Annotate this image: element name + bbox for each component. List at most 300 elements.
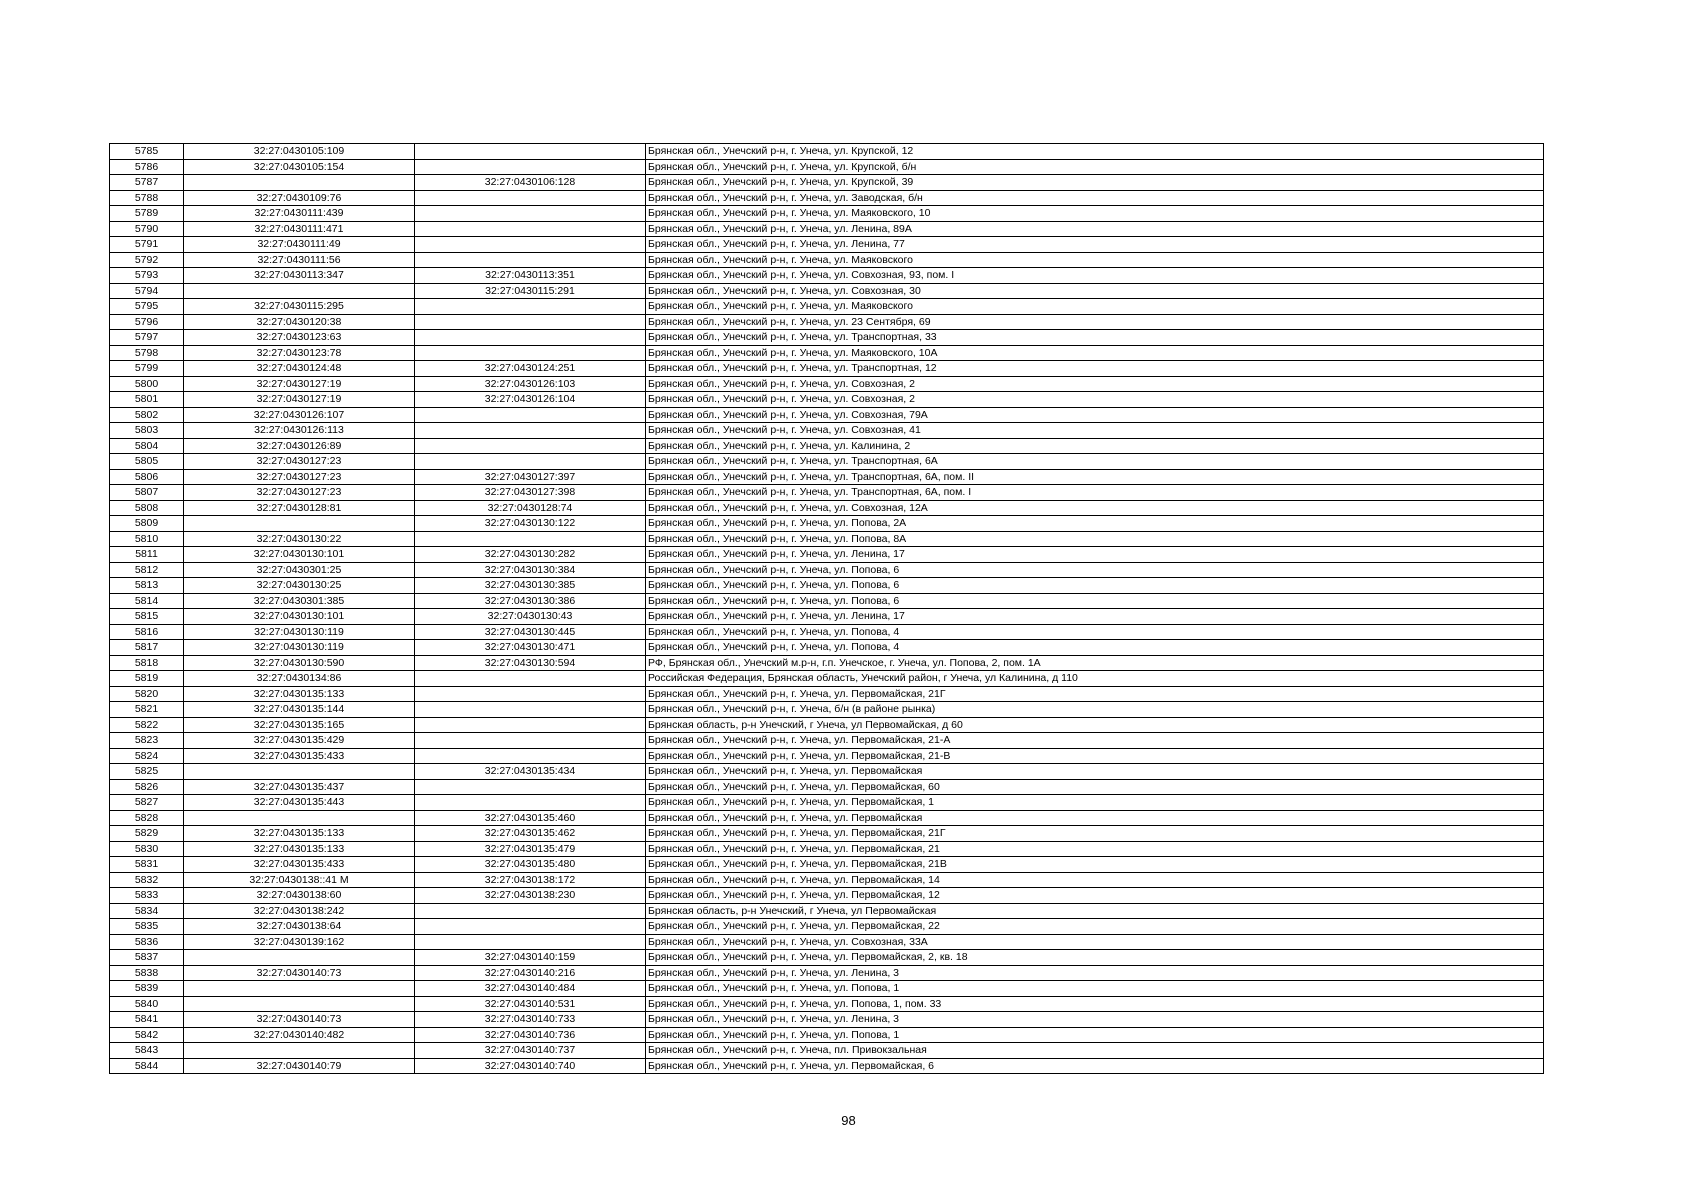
row-number-cell: 5806 — [110, 469, 184, 485]
land-cadastral-number-cell: 32:27:0430126:107 — [184, 407, 415, 423]
row-number-cell: 5821 — [110, 702, 184, 718]
land-cadastral-number-cell: 32:27:0430123:78 — [184, 345, 415, 361]
address-cell: Брянская обл., Унечский р-н, г. Унеча, ул. Попова, 6 — [646, 578, 1544, 594]
row-number-cell: 5787 — [110, 175, 184, 191]
building-cadastral-number-cell: 32:27:0430113:351 — [415, 268, 646, 284]
table-row — [110, 996, 1544, 1012]
table-row — [110, 345, 1544, 361]
address-cell: Брянская обл., Унечский р-н, г. Унеча, ул. Крупской, б/н — [646, 159, 1544, 175]
table-row — [110, 578, 1544, 594]
table-row — [110, 748, 1544, 764]
table-row — [110, 206, 1544, 222]
address-cell: Брянская обл., Унечский р-н, г. Унеча, ул. Первомайская, 2, кв. 18 — [646, 950, 1544, 966]
land-cadastral-number-cell: 32:27:0430113:347 — [184, 268, 415, 284]
building-cadastral-number-cell: 32:27:0430135:479 — [415, 841, 646, 857]
address-cell: Брянская обл., Унечский р-н, г. Унеча, ул. Первомайская, 21В — [646, 857, 1544, 873]
address-cell: Брянская обл., Унечский р-н, г. Унеча, ул. Калинина, 2 — [646, 438, 1544, 454]
land-cadastral-number-cell: 32:27:0430111:471 — [184, 221, 415, 237]
land-cadastral-number-cell: 32:27:0430126:113 — [184, 423, 415, 439]
table-row — [110, 934, 1544, 950]
building-cadastral-number-cell — [415, 237, 646, 253]
building-cadastral-number-cell: 32:27:0430130:594 — [415, 655, 646, 671]
table-row — [110, 469, 1544, 485]
address-cell: Брянская обл., Унечский р-н, г. Унеча, ул. Первомайская, 21-А — [646, 733, 1544, 749]
table-row — [110, 593, 1544, 609]
building-cadastral-number-cell: 32:27:0430128:74 — [415, 500, 646, 516]
address-cell: Брянская обл., Унечский р-н, г. Унеча, ул. Ленина, 77 — [646, 237, 1544, 253]
address-cell: Брянская обл., Унечский р-н, г. Унеча, ул. Маяковского, 10 — [646, 206, 1544, 222]
building-cadastral-number-cell — [415, 206, 646, 222]
row-number-cell: 5844 — [110, 1058, 184, 1074]
row-number-cell: 5819 — [110, 671, 184, 687]
row-number-cell: 5815 — [110, 609, 184, 625]
building-cadastral-number-cell: 32:27:0430127:398 — [415, 485, 646, 501]
address-cell: Брянская обл., Унечский р-н, г. Унеча, ул. Маяковского, 10А — [646, 345, 1544, 361]
table-row — [110, 981, 1544, 997]
table-row — [110, 888, 1544, 904]
building-cadastral-number-cell — [415, 702, 646, 718]
land-cadastral-number-cell: 32:27:0430109:76 — [184, 190, 415, 206]
land-cadastral-number-cell: 32:27:0430135:165 — [184, 717, 415, 733]
building-cadastral-number-cell — [415, 423, 646, 439]
table-row — [110, 872, 1544, 888]
land-cadastral-number-cell: 32:27:0430123:63 — [184, 330, 415, 346]
address-cell: Российская Федерация, Брянская область, Унечский район, г Унеча, ул Калинина, д 110 — [646, 671, 1544, 687]
address-cell: Брянская обл., Унечский р-н, г. Унеча, ул. Попова, 4 — [646, 640, 1544, 656]
table-row — [110, 965, 1544, 981]
building-cadastral-number-cell — [415, 144, 646, 160]
row-number-cell: 5808 — [110, 500, 184, 516]
address-cell: Брянская обл., Унечский р-н, г. Унеча, ул. Первомайская, 6 — [646, 1058, 1544, 1074]
land-cadastral-number-cell: 32:27:0430127:23 — [184, 485, 415, 501]
row-number-cell: 5805 — [110, 454, 184, 470]
row-number-cell: 5804 — [110, 438, 184, 454]
land-cadastral-number-cell — [184, 996, 415, 1012]
row-number-cell: 5840 — [110, 996, 184, 1012]
land-cadastral-number-cell: 32:27:0430111:439 — [184, 206, 415, 222]
address-cell: Брянская обл., Унечский р-н, г. Унеча, ул. Транспортная, 6А, пом. II — [646, 469, 1544, 485]
address-cell: Брянская обл., Унечский р-н, г. Унеча, ул. Крупской, 12 — [646, 144, 1544, 160]
land-cadastral-number-cell — [184, 283, 415, 299]
address-cell: Брянская область, р-н Унечский, г Унеча, ул Первомайская — [646, 903, 1544, 919]
registry-body — [110, 144, 1544, 1074]
address-cell: Брянская обл., Унечский р-н, г. Унеча, ул. Совхозная, 41 — [646, 423, 1544, 439]
table-row — [110, 609, 1544, 625]
land-cadastral-number-cell: 32:27:0430135:133 — [184, 686, 415, 702]
address-cell: Брянская обл., Унечский р-н, г. Унеча, ул. 23 Сентября, 69 — [646, 314, 1544, 330]
table-row — [110, 1027, 1544, 1043]
building-cadastral-number-cell: 32:27:0430135:480 — [415, 857, 646, 873]
address-cell: Брянская обл., Унечский р-н, г. Унеча, ул. Первомайская, 60 — [646, 779, 1544, 795]
land-cadastral-number-cell: 32:27:0430105:109 — [184, 144, 415, 160]
land-cadastral-number-cell: 32:27:0430130:119 — [184, 624, 415, 640]
address-cell: Брянская обл., Унечский р-н, г. Унеча, ул. Попова, 8А — [646, 531, 1544, 547]
table-row — [110, 655, 1544, 671]
page-number: 98 — [841, 1113, 856, 1128]
land-cadastral-number-cell: 32:27:0430135:429 — [184, 733, 415, 749]
address-cell: Брянская обл., Унечский р-н, г. Унеча, ул. Ленина, 89А — [646, 221, 1544, 237]
table-row — [110, 1012, 1544, 1028]
address-cell: Брянская обл., Унечский р-н, г. Унеча, ул. Попова, 2А — [646, 516, 1544, 532]
land-cadastral-number-cell: 32:27:0430120:38 — [184, 314, 415, 330]
land-cadastral-number-cell: 32:27:0430127:23 — [184, 454, 415, 470]
land-cadastral-number-cell: 32:27:0430139:162 — [184, 934, 415, 950]
land-cadastral-number-cell: 32:27:0430135:133 — [184, 826, 415, 842]
land-cadastral-number-cell: 32:27:0430135:433 — [184, 748, 415, 764]
address-cell: Брянская обл., Унечский р-н, г. Унеча, пл. Привокзальная — [646, 1043, 1544, 1059]
address-cell: Брянская обл., Унечский р-н, г. Унеча, ул. Первомайская, 21Г — [646, 826, 1544, 842]
table-row — [110, 299, 1544, 315]
table-row — [110, 376, 1544, 392]
row-number-cell: 5838 — [110, 965, 184, 981]
table-row — [110, 159, 1544, 175]
row-number-cell: 5786 — [110, 159, 184, 175]
address-cell: Брянская обл., Унечский р-н, г. Унеча, ул. Ленина, 3 — [646, 1012, 1544, 1028]
row-number-cell: 5790 — [110, 221, 184, 237]
row-number-cell: 5796 — [110, 314, 184, 330]
building-cadastral-number-cell — [415, 299, 646, 315]
building-cadastral-number-cell — [415, 252, 646, 268]
row-number-cell: 5816 — [110, 624, 184, 640]
row-number-cell: 5813 — [110, 578, 184, 594]
table-row — [110, 485, 1544, 501]
building-cadastral-number-cell — [415, 733, 646, 749]
building-cadastral-number-cell: 32:27:0430135:434 — [415, 764, 646, 780]
address-cell: Брянская обл., Унечский р-н, г. Унеча, ул. Первомайская, 21-В — [646, 748, 1544, 764]
land-cadastral-number-cell: 32:27:0430111:49 — [184, 237, 415, 253]
table-row — [110, 392, 1544, 408]
table-row — [110, 252, 1544, 268]
table-row — [110, 903, 1544, 919]
row-number-cell: 5829 — [110, 826, 184, 842]
land-cadastral-number-cell: 32:27:0430130:101 — [184, 609, 415, 625]
address-cell: Брянская обл., Унечский р-н, г. Унеча, ул. Совхозная, 33А — [646, 934, 1544, 950]
row-number-cell: 5801 — [110, 392, 184, 408]
land-cadastral-number-cell — [184, 516, 415, 532]
row-number-cell: 5803 — [110, 423, 184, 439]
building-cadastral-number-cell: 32:27:0430130:386 — [415, 593, 646, 609]
row-number-cell: 5825 — [110, 764, 184, 780]
land-cadastral-number-cell — [184, 950, 415, 966]
address-cell: Брянская обл., Унечский р-н, г. Унеча, ул. Ленина, 17 — [646, 547, 1544, 563]
building-cadastral-number-cell: 32:27:0430130:471 — [415, 640, 646, 656]
land-cadastral-number-cell: 32:27:0430130:590 — [184, 655, 415, 671]
table-row — [110, 624, 1544, 640]
address-cell: Брянская обл., Унечский р-н, г. Унеча, ул. Транспортная, 6А — [646, 454, 1544, 470]
land-cadastral-number-cell: 32:27:0430127:19 — [184, 392, 415, 408]
building-cadastral-number-cell — [415, 748, 646, 764]
building-cadastral-number-cell: 32:27:0430124:251 — [415, 361, 646, 377]
land-cadastral-number-cell — [184, 981, 415, 997]
land-cadastral-number-cell: 32:27:0430301:385 — [184, 593, 415, 609]
row-number-cell: 5836 — [110, 934, 184, 950]
building-cadastral-number-cell: 32:27:0430115:291 — [415, 283, 646, 299]
land-cadastral-number-cell: 32:27:0430140:482 — [184, 1027, 415, 1043]
building-cadastral-number-cell: 32:27:0430140:159 — [415, 950, 646, 966]
address-cell: РФ, Брянская обл., Унечский м.р-н, г.п. Унечское, г. Унеча, ул. Попова, 2, пом. 1А — [646, 655, 1544, 671]
table-row — [110, 361, 1544, 377]
land-cadastral-number-cell: 32:27:0430135:144 — [184, 702, 415, 718]
building-cadastral-number-cell: 32:27:0430127:397 — [415, 469, 646, 485]
table-row — [110, 795, 1544, 811]
address-cell: Брянская обл., Унечский р-н, г. Унеча, ул. Крупской, 39 — [646, 175, 1544, 191]
building-cadastral-number-cell: 32:27:0430126:103 — [415, 376, 646, 392]
address-cell: Брянская обл., Унечский р-н, г. Унеча, ул. Совхозная, 79А — [646, 407, 1544, 423]
row-number-cell: 5810 — [110, 531, 184, 547]
building-cadastral-number-cell — [415, 671, 646, 687]
row-number-cell: 5809 — [110, 516, 184, 532]
land-cadastral-number-cell: 32:27:0430130:25 — [184, 578, 415, 594]
row-number-cell: 5800 — [110, 376, 184, 392]
row-number-cell: 5818 — [110, 655, 184, 671]
address-cell: Брянская обл., Унечский р-н, г. Унеча, ул. Маяковского — [646, 252, 1544, 268]
row-number-cell: 5822 — [110, 717, 184, 733]
table-row — [110, 190, 1544, 206]
table-row — [110, 330, 1544, 346]
land-cadastral-number-cell: 32:27:0430138:242 — [184, 903, 415, 919]
land-cadastral-number-cell: 32:27:0430140:73 — [184, 965, 415, 981]
land-cadastral-number-cell: 32:27:0430130:119 — [184, 640, 415, 656]
address-cell: Брянская обл., Унечский р-н, г. Унеча, ул. Заводская, б/н — [646, 190, 1544, 206]
address-cell: Брянская обл., Унечский р-н, г. Унеча, ул. Первомайская, 1 — [646, 795, 1544, 811]
address-cell: Брянская обл., Унечский р-н, г. Унеча, ул. Попова, 1 — [646, 981, 1544, 997]
building-cadastral-number-cell: 32:27:0430140:737 — [415, 1043, 646, 1059]
land-cadastral-number-cell: 32:27:0430105:154 — [184, 159, 415, 175]
land-cadastral-number-cell: 32:27:0430115:295 — [184, 299, 415, 315]
building-cadastral-number-cell: 32:27:0430130:43 — [415, 609, 646, 625]
address-cell: Брянская обл., Унечский р-н, г. Унеча, ул. Попова, 4 — [646, 624, 1544, 640]
table-row — [110, 314, 1544, 330]
land-cadastral-number-cell — [184, 175, 415, 191]
table-row — [110, 221, 1544, 237]
address-cell: Брянская обл., Унечский р-н, г. Унеча, ул. Первомайская, 22 — [646, 919, 1544, 935]
table-row — [110, 857, 1544, 873]
building-cadastral-number-cell — [415, 438, 646, 454]
address-cell: Брянская обл., Унечский р-н, г. Унеча, ул. Совхозная, 2 — [646, 392, 1544, 408]
land-cadastral-number-cell: 32:27:0430135:433 — [184, 857, 415, 873]
land-cadastral-number-cell: 32:27:0430138:60 — [184, 888, 415, 904]
land-cadastral-number-cell — [184, 810, 415, 826]
building-cadastral-number-cell — [415, 190, 646, 206]
land-cadastral-number-cell: 32:27:0430134:86 — [184, 671, 415, 687]
row-number-cell: 5830 — [110, 841, 184, 857]
building-cadastral-number-cell: 32:27:0430140:740 — [415, 1058, 646, 1074]
address-cell: Брянская обл., Унечский р-н, г. Унеча, ул. Первомайская — [646, 764, 1544, 780]
address-cell: Брянская обл., Унечский р-н, г. Унеча, ул. Попова, 1 — [646, 1027, 1544, 1043]
row-number-cell: 5807 — [110, 485, 184, 501]
address-cell: Брянская обл., Унечский р-н, г. Унеча, ул. Совхозная, 93, пом. I — [646, 268, 1544, 284]
land-cadastral-number-cell: 32:27:0430130:22 — [184, 531, 415, 547]
table-row — [110, 423, 1544, 439]
table-row — [110, 531, 1544, 547]
table-row — [110, 283, 1544, 299]
table-row — [110, 717, 1544, 733]
table-row — [110, 826, 1544, 842]
building-cadastral-number-cell — [415, 221, 646, 237]
table-row — [110, 702, 1544, 718]
land-cadastral-number-cell: 32:27:0430127:23 — [184, 469, 415, 485]
address-cell: Брянская обл., Унечский р-н, г. Унеча, ул. Совхозная, 12А — [646, 500, 1544, 516]
land-cadastral-number-cell — [184, 1043, 415, 1059]
building-cadastral-number-cell: 32:27:0430140:733 — [415, 1012, 646, 1028]
row-number-cell: 5788 — [110, 190, 184, 206]
row-number-cell: 5812 — [110, 562, 184, 578]
row-number-cell: 5839 — [110, 981, 184, 997]
table-row — [110, 237, 1544, 253]
land-cadastral-number-cell: 32:27:0430140:79 — [184, 1058, 415, 1074]
address-cell: Брянская обл., Унечский р-н, г. Унеча, ул. Совхозная, 30 — [646, 283, 1544, 299]
table-row — [110, 1058, 1544, 1074]
address-cell: Брянская обл., Унечский р-н, г. Унеча, ул. Транспортная, 33 — [646, 330, 1544, 346]
row-number-cell: 5797 — [110, 330, 184, 346]
address-cell: Брянская обл., Унечский р-н, г. Унеча, ул. Ленина, 3 — [646, 965, 1544, 981]
building-cadastral-number-cell: 32:27:0430130:122 — [415, 516, 646, 532]
row-number-cell: 5826 — [110, 779, 184, 795]
land-cadastral-number-cell: 32:27:0430138:64 — [184, 919, 415, 935]
address-cell: Брянская обл., Унечский р-н, г. Унеча, ул. Первомайская, 12 — [646, 888, 1544, 904]
table-row — [110, 733, 1544, 749]
land-cadastral-number-cell: 32:27:0430140:73 — [184, 1012, 415, 1028]
table-row — [110, 454, 1544, 470]
table-row — [110, 640, 1544, 656]
address-cell: Брянская обл., Унечский р-н, г. Унеча, б/н (в районе рынка) — [646, 702, 1544, 718]
building-cadastral-number-cell — [415, 919, 646, 935]
row-number-cell: 5820 — [110, 686, 184, 702]
row-number-cell: 5832 — [110, 872, 184, 888]
building-cadastral-number-cell: 32:27:0430140:531 — [415, 996, 646, 1012]
land-cadastral-number-cell: 32:27:0430126:89 — [184, 438, 415, 454]
building-cadastral-number-cell — [415, 531, 646, 547]
table-row — [110, 407, 1544, 423]
building-cadastral-number-cell: 32:27:0430138:230 — [415, 888, 646, 904]
row-number-cell: 5823 — [110, 733, 184, 749]
land-cadastral-number-cell: 32:27:0430127:19 — [184, 376, 415, 392]
table-row — [110, 686, 1544, 702]
building-cadastral-number-cell — [415, 934, 646, 950]
table-row — [110, 500, 1544, 516]
building-cadastral-number-cell: 32:27:0430130:384 — [415, 562, 646, 578]
row-number-cell: 5834 — [110, 903, 184, 919]
registry-table — [109, 143, 1544, 1074]
land-cadastral-number-cell: 32:27:0430124:48 — [184, 361, 415, 377]
row-number-cell: 5791 — [110, 237, 184, 253]
address-cell: Брянская обл., Унечский р-н, г. Унеча, ул. Ленина, 17 — [646, 609, 1544, 625]
land-cadastral-number-cell: 32:27:0430111:56 — [184, 252, 415, 268]
table-row — [110, 516, 1544, 532]
row-number-cell: 5811 — [110, 547, 184, 563]
row-number-cell: 5828 — [110, 810, 184, 826]
land-cadastral-number-cell: 32:27:0430135:443 — [184, 795, 415, 811]
table-row — [110, 1043, 1544, 1059]
table-row — [110, 144, 1544, 160]
row-number-cell: 5785 — [110, 144, 184, 160]
building-cadastral-number-cell — [415, 795, 646, 811]
row-number-cell: 5835 — [110, 919, 184, 935]
building-cadastral-number-cell — [415, 159, 646, 175]
row-number-cell: 5843 — [110, 1043, 184, 1059]
address-cell: Брянская обл., Унечский р-н, г. Унеча, ул. Первомайская, 14 — [646, 872, 1544, 888]
building-cadastral-number-cell: 32:27:0430140:216 — [415, 965, 646, 981]
building-cadastral-number-cell: 32:27:0430140:484 — [415, 981, 646, 997]
table-row — [110, 268, 1544, 284]
address-cell: Брянская обл., Унечский р-н, г. Унеча, ул. Маяковского — [646, 299, 1544, 315]
row-number-cell: 5824 — [110, 748, 184, 764]
table-row — [110, 919, 1544, 935]
building-cadastral-number-cell: 32:27:0430138:172 — [415, 872, 646, 888]
row-number-cell: 5833 — [110, 888, 184, 904]
building-cadastral-number-cell: 32:27:0430130:385 — [415, 578, 646, 594]
building-cadastral-number-cell — [415, 779, 646, 795]
table-row — [110, 547, 1544, 563]
building-cadastral-number-cell: 32:27:0430130:445 — [415, 624, 646, 640]
row-number-cell: 5798 — [110, 345, 184, 361]
row-number-cell: 5837 — [110, 950, 184, 966]
building-cadastral-number-cell — [415, 686, 646, 702]
land-cadastral-number-cell: 32:27:0430135:133 — [184, 841, 415, 857]
building-cadastral-number-cell: 32:27:0430140:736 — [415, 1027, 646, 1043]
building-cadastral-number-cell: 32:27:0430135:462 — [415, 826, 646, 842]
row-number-cell: 5831 — [110, 857, 184, 873]
land-cadastral-number-cell: 32:27:0430301:25 — [184, 562, 415, 578]
building-cadastral-number-cell: 32:27:0430135:460 — [415, 810, 646, 826]
row-number-cell: 5795 — [110, 299, 184, 315]
land-cadastral-number-cell: 32:27:0430138::41 М — [184, 872, 415, 888]
table-row — [110, 562, 1544, 578]
row-number-cell: 5799 — [110, 361, 184, 377]
land-cadastral-number-cell: 32:27:0430130:101 — [184, 547, 415, 563]
row-number-cell: 5827 — [110, 795, 184, 811]
address-cell: Брянская обл., Унечский р-н, г. Унеча, ул. Попова, 1, пом. 33 — [646, 996, 1544, 1012]
table-row — [110, 810, 1544, 826]
row-number-cell: 5814 — [110, 593, 184, 609]
address-cell: Брянская область, р-н Унечский, г Унеча, ул Первомайская, д 60 — [646, 717, 1544, 733]
table-row — [110, 764, 1544, 780]
row-number-cell: 5817 — [110, 640, 184, 656]
address-cell: Брянская обл., Унечский р-н, г. Унеча, ул. Совхозная, 2 — [646, 376, 1544, 392]
row-number-cell: 5842 — [110, 1027, 184, 1043]
table-row — [110, 438, 1544, 454]
address-cell: Брянская обл., Унечский р-н, г. Унеча, ул. Первомайская, 21 — [646, 841, 1544, 857]
address-cell: Брянская обл., Унечский р-н, г. Унеча, ул. Попова, 6 — [646, 593, 1544, 609]
address-cell: Брянская обл., Унечский р-н, г. Унеча, ул. Транспортная, 12 — [646, 361, 1544, 377]
table-row — [110, 779, 1544, 795]
building-cadastral-number-cell — [415, 330, 646, 346]
building-cadastral-number-cell — [415, 314, 646, 330]
address-cell: Брянская обл., Унечский р-н, г. Унеча, ул. Попова, 6 — [646, 562, 1544, 578]
address-cell: Брянская обл., Унечский р-н, г. Унеча, ул. Первомайская, 21Г — [646, 686, 1544, 702]
table-row — [110, 671, 1544, 687]
row-number-cell: 5789 — [110, 206, 184, 222]
building-cadastral-number-cell: 32:27:0430126:104 — [415, 392, 646, 408]
row-number-cell: 5792 — [110, 252, 184, 268]
building-cadastral-number-cell: 32:27:0430130:282 — [415, 547, 646, 563]
row-number-cell: 5802 — [110, 407, 184, 423]
address-cell: Брянская обл., Унечский р-н, г. Унеча, ул. Первомайская — [646, 810, 1544, 826]
building-cadastral-number-cell — [415, 345, 646, 361]
row-number-cell: 5793 — [110, 268, 184, 284]
row-number-cell: 5794 — [110, 283, 184, 299]
table-row — [110, 950, 1544, 966]
row-number-cell: 5841 — [110, 1012, 184, 1028]
building-cadastral-number-cell — [415, 407, 646, 423]
building-cadastral-number-cell: 32:27:0430106:128 — [415, 175, 646, 191]
land-cadastral-number-cell — [184, 764, 415, 780]
table-row — [110, 841, 1544, 857]
building-cadastral-number-cell — [415, 903, 646, 919]
land-cadastral-number-cell: 32:27:0430135:437 — [184, 779, 415, 795]
table-row — [110, 175, 1544, 191]
land-cadastral-number-cell: 32:27:0430128:81 — [184, 500, 415, 516]
